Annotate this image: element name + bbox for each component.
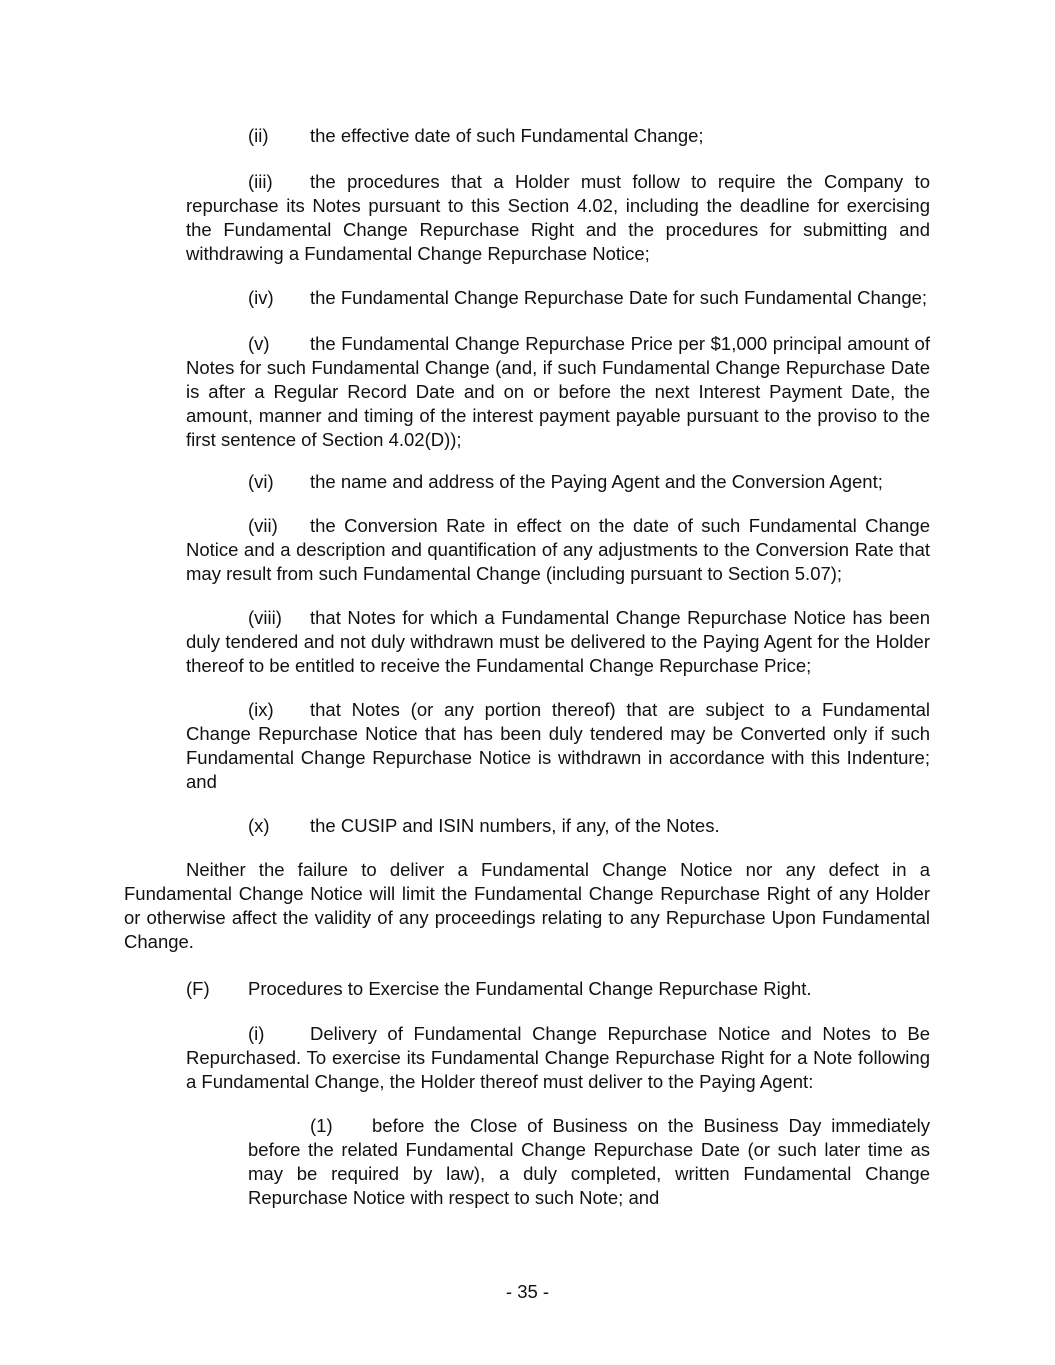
item-vii [186, 514, 930, 586]
neither-paragraph: Neither the failure to deliver a Fundamental Change Notice nor any defect in a Fundamental Change Notice will limit the Fundamental Change Repurchase Right of any Holder or otherwise affect the validity of any proceedings relating to any Repurchase Upon Fundamental Change. [124, 859, 930, 952]
item-x [186, 814, 930, 838]
section-f-i-1-text: before the Close of Business on the Business Day immediately before the related Fundamental Change Repurchase Date (or such later time as may be required by law), a duly completed, written Fundamental Change Repurchase Notice with respect to such Note; and [248, 1115, 930, 1208]
item-v [186, 332, 930, 452]
item-text: that Notes (or any portion thereof) that are subject to a Fundamental Change Repurchase Notice that has been duly tendered may be Converted only if such Fundamental Change Repurchase Notice is withdrawn in accordance with this Indenture; and [186, 699, 930, 792]
section-f-text: Procedures to Exercise the Fundamental Change Repurchase Right. [248, 978, 812, 999]
section-f-i-text: Delivery of Fundamental Change Repurchase Notice and Notes to Be Repurchased. To exercise its Fundamental Change Repurchase Right for a Note following a Fundamental Change, the Holder thereof must deliver to the Paying Agent: [186, 1023, 930, 1092]
item-text: that Notes for which a Fundamental Change Repurchase Notice has been duly tendered and not duly withdrawn must be delivered to the Paying Agent for the Holder thereof to be entitled to receive the Fundamental Change Repurchase Price; [186, 607, 930, 676]
item-text: the Fundamental Change Repurchase Price per $1,000 principal amount of Notes for such Fundamental Change (and, if such Fundamental Change Repurchase Date is after a Regular Record Date and on or before the next Interest Payment Date, the amount, manner and timing of the interest payment payable pursuant to the proviso to the first sentence of Section 4.02(D)); [186, 333, 930, 450]
section-f-i-1-label: (1) [310, 1115, 333, 1136]
item-label: (iv) [248, 287, 274, 308]
item-label: (vii) [248, 515, 278, 536]
section-f-heading [124, 977, 930, 1001]
item-label: (ii) [248, 125, 269, 146]
section-f-i-label: (i) [248, 1023, 265, 1044]
item-iv [186, 286, 930, 310]
item-viii [186, 606, 930, 678]
item-label: (x) [248, 815, 270, 836]
section-f-label: (F) [186, 978, 210, 999]
item-label: (iii) [248, 171, 273, 192]
item-ix [186, 698, 930, 794]
item-text: the Conversion Rate in effect on the date of such Fundamental Change Notice and a description and quantification of any adjustments to the Conversion Rate that may result from such Fundamental Change (including pursuant to Section 5.07); [186, 515, 930, 584]
item-text: the CUSIP and ISIN numbers, if any, of the Notes. [310, 815, 720, 836]
item-ii [186, 124, 930, 148]
section-f-i-1 [248, 1114, 930, 1210]
item-iii [186, 170, 930, 266]
item-label: (vi) [248, 471, 274, 492]
item-text: the procedures that a Holder must follow to require the Company to repurchase its Notes pursuant to this Section 4.02, including the deadline for exercising the Fundamental Change Repurchase Right and the procedures for submitting and withdrawing a Fundamental Change Repurchase Notice; [186, 171, 930, 264]
item-label: (ix) [248, 699, 274, 720]
item-text: the name and address of the Paying Agent and the Conversion Agent; [310, 471, 883, 492]
page-number: - 35 - [505, 1281, 550, 1302]
item-label: (v) [248, 333, 270, 354]
section-f-i [186, 1022, 930, 1094]
item-vi [186, 470, 930, 494]
item-text: the effective date of such Fundamental Change; [310, 125, 704, 146]
item-label: (viii) [248, 607, 282, 628]
item-text: the Fundamental Change Repurchase Date for such Fundamental Change; [310, 287, 928, 308]
